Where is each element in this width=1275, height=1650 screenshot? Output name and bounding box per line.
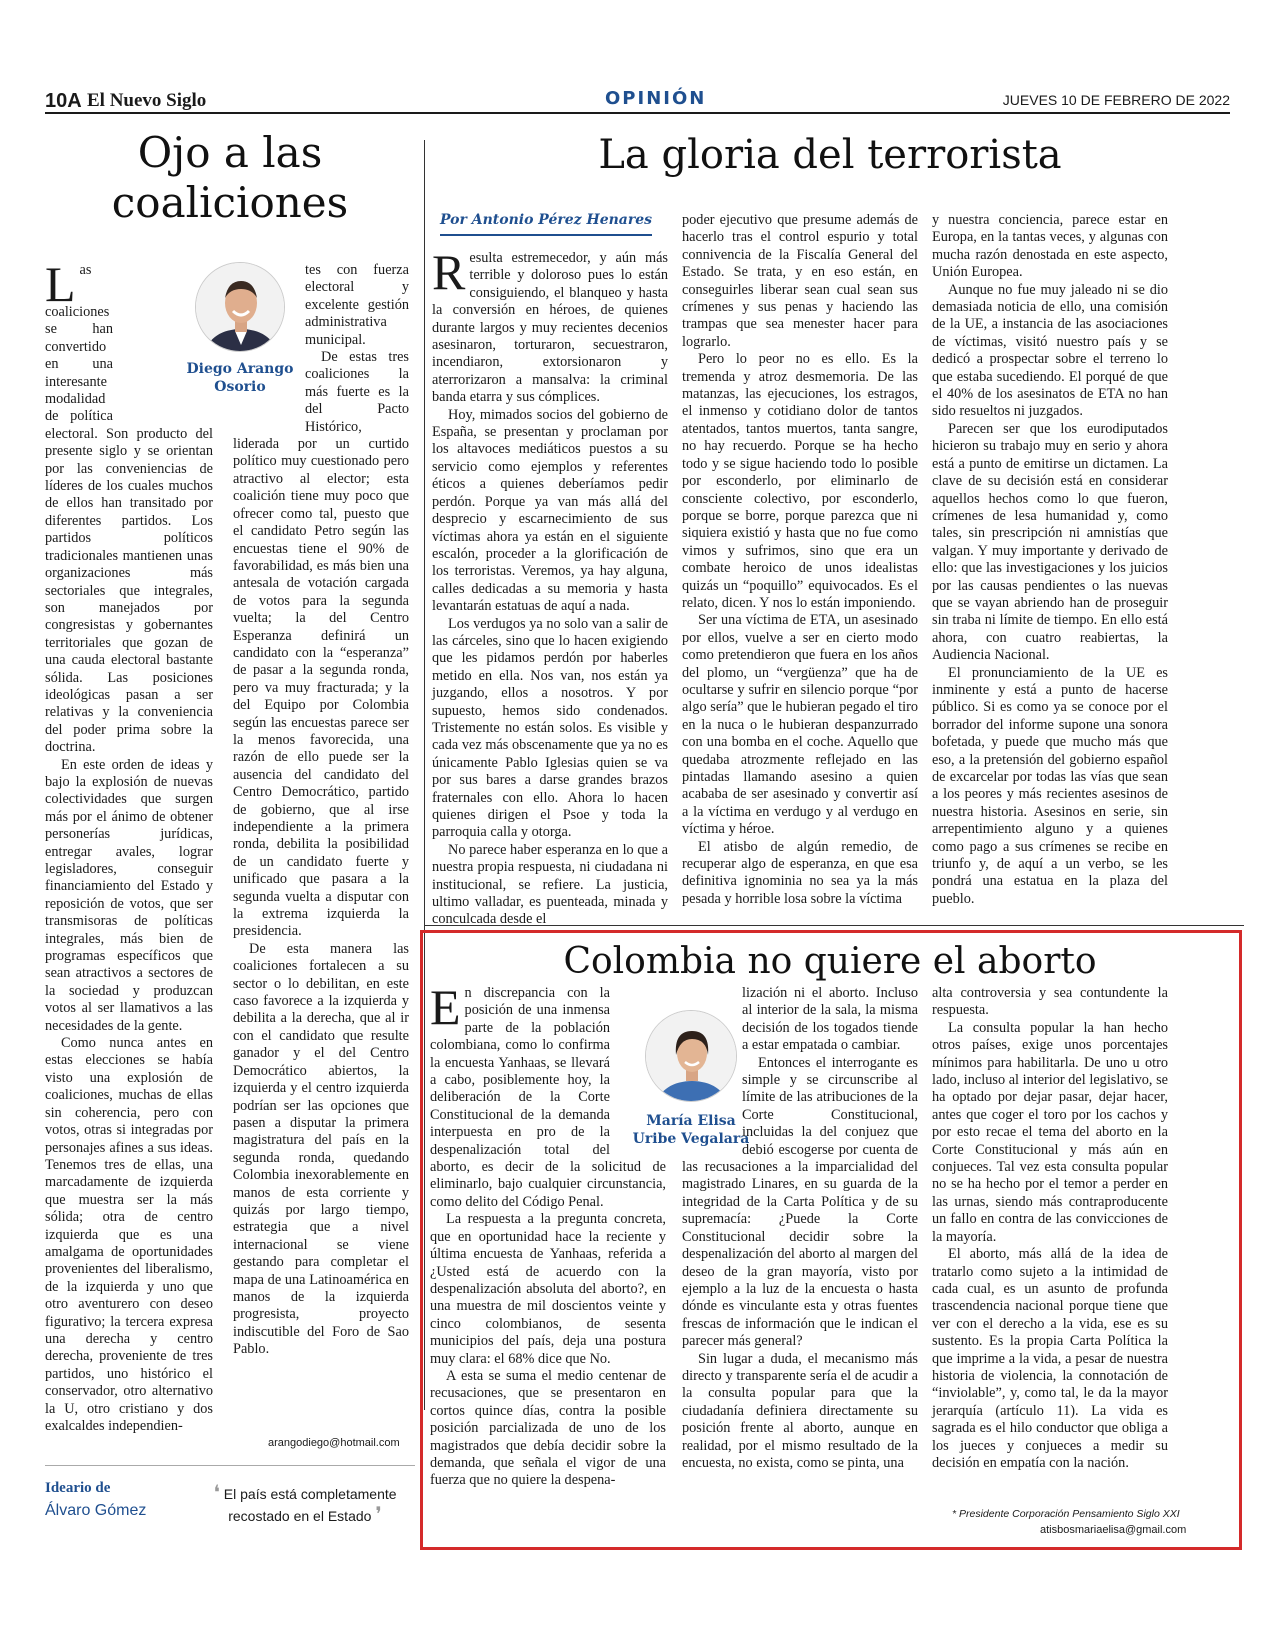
ideario-title: Ideario de [45,1480,111,1496]
masthead: El Nuevo Siglo [87,90,207,111]
paragraph: En discrepancia con la posición de una inmensa parte de la población colombiana, como lo confirma la encuesta Yanhaas, se llevará a cabo, posiblemente hoy, la deliberación de la Corte Constitucional de la demanda interpuesta en pro de la despenalización total del aborto, es decir de la solicitud de eliminarlo, bajo cualquier circunstancia, como delito del Código Penal. [430,979,666,1210]
close-quote-icon: ❜ [375,1502,382,1526]
paragraph: No parece haber esperanza en lo que a nuestra propia respuesta, ni ciudadana ni institucional, se refiere. La justicia, ultimo valladar, es puenteada, minada y conculcada desde el [432,841,668,928]
paragraph: tes con fuerza electoral y excelente gestión administrativa municipal. [305,262,409,348]
paragraph: El atisbo de algún remedio, de recuperar algo de esperanza, en que esa definitiva ignominia no sea ya la más pesada y horrible losa sobre la víctima [682,838,918,907]
article3-column-3 [932,985,1168,1472]
article3-email[interactable]: atisbosmariaelisa@gmail.com [1040,1524,1187,1536]
article1-column-1 [45,256,213,1435]
paragraph: De estas tres coaliciones la más fuerte es la del Pacto Histórico, liderada por un curtido político muy cuestionado pero atractivo al elector; esta coalición tiene muy poco que ofrecer como tal, puesto que el candidato Petro según las encuestas tiene el 90% de favorabilidad, es más bien una antesala de votación cargada de votos para la segunda vuelta; la del Centro Esperanza definirá un candidato con la “esperanza” de pasar a la segunda ronda, pero va muy fracturada; y la del Equipo por Colombia según las encuestas parece ser la menos favorecida, una razón de ello puede ser la ausencia del candidato del Centro Democrático, partido de gobierno, que al irse independiente a la primera ronda, debilita la posibilidad de un candidato fuerte y unificado que pasara a la segunda vuelta a disputar con la extrema izquierda la presidencia. [233,349,409,940]
paragraph: Como nunca antes en estas elecciones se había visto una explosión de coaliciones, muchas de ellas sin coherencia, pero con votos, otras si integradas por personajes afines a sus ideas. Tenemos tres de ellas, una marcadamente de izquierda que muestra ser la más sólida; otra de centro izquierda que es una amalgama de oportunidades provenientes del liberalismo, de la izquierda y uno que otro aventurero con deseo figurativo; la tercera expresa una derecha y centro derecha, proveniente de tres partidos, uno histórico el conservador, otro alternativo la U, otro cristiano y dos exalcaldes independien- [45,1035,213,1434]
article3-footnote: * Presidente Corporación Pensamiento Siglo XXI [952,1508,1180,1520]
paragraph: Las coaliciones se han convertido en una interesante modalidad de política electoral. Son producto del presente siglo y se orientan por las conveniencias de líderes de los cuales muchos de ellos han transitado por diferentes partidos. Los partidos políticos tradicionales mantienen unas organizaciones más sectoriales que integrales, son manejados por congresistas y gobernantes territoriales que gozan de una cauda electoral bastante sólida. Las posiciones ideológicas pasan a ser relativas y la conveniencia del poder prima sobre la doctrina. [45,256,213,756]
quote-text: El país está completamente recostado en el Estado [223,1486,397,1524]
article2-title: La gloria del terrorista [598,132,1062,178]
paragraph: A esta se suma el medio centenar de recusaciones, que se presentaron en cortos quince días, contra la posible posición parcializada de uno de los magistrados que debía decidir sobre la demanda, que señala el vigor de una fuerza que no quiere la despena- [430,1367,666,1489]
drop-cap: E [430,979,461,1035]
article1-author: Diego Arango Osorio [186,361,294,395]
paragraph: Sin lugar a duda, el mecanismo más directo y transparente sería el de acudir a la consulta popular para que la ciudadanía definiera directamente su posición frente al aborto, aunque en realidad, por el mismo resultado de la encuesta, no exista, como se pinta, una [682,1350,918,1471]
article3-author: María Elisa Uribe Vegalara [632,1113,750,1147]
open-quote-icon: ❛ [213,1480,220,1504]
article3-column-1 [430,979,666,1490]
paragraph: Pero lo peor no es ello. Es la tremenda y atroz desmemoria. De las matanzas, las ejecuciones, los estragos, el inmenso y cotidiano dolor de tantos atentados, tantos muertos, tanta sangre, no hay recuerdo. Porque se ha hecho todo y se sigue haciendo todo lo posible por esconderlo, por eliminarlo de consciente colectivo, por esconderlo, porque se borre, porque parezca que ni siquiera existió y hasta que no fue como vimos y sufrimos, sino que era un combate heroico de unos idealistas quizás un “poquillo” equivocados. Es el relato, dicen. Y nos lo están imponiendo. [682,351,918,611]
page-header [45,88,1230,114]
article2-column-2 [682,212,918,908]
section-title: OPINIÓN [605,88,707,109]
paragraph: Ser una víctima de ETA, un asesinado por ellos, vuelve a ser en cierto modo como pretendieron que fuera en los años del plomo, un “vergüenza” que ha de ocultarse y sufrir en silencio porque “por algo sería” que le hubieran pegado el tiro en la nuca o le hubieran despanzurrado con una bomba en el coche. Aquello que quedaba atrozmente reflejado en las pintadas llamando asesino a quien acababa de ser asesinado y convertir así a la víctima en verdugo y al verdugo en víctima y héroe. [682,612,918,838]
paragraph: Aunque no fue muy jaleado ni se dio demasiada noticia de ello, una comisión de la UE, a instancia de las asociaciones de víctimas, visitó nuestro país y se dedicó a prospectar sobre el terreno lo que estaba sucediendo. El porqué de que el 40% de los asesinatos de ETA no han sido resueltos ni juzgados. [932,281,1168,420]
paragraph: lización ni el aborto. Incluso al interior de la sala, la misma decisión de los togados tiende a estar empatada o cambiar. [742,985,918,1054]
paragraph: Resulta estremecedor, y aún más terrible y doloroso pues lo están consiguiendo, el blanqueo y hasta la conversión en héroes, de quienes durante largos y muy recientes decenios asesinaron, torturaron, secuestraron, incendiaron, extorsionaron y aterrorizaron a mansalva: la criminal banda etarra y sus cómplices. [432,244,668,406]
article1-title: Ojo a las coaliciones [111,128,349,227]
ideario-box [45,1465,415,1565]
paragraph: La consulta popular la han hecho otros países, exige unos porcentajes mínimos para habilitarla. De uno u otro lado, incluso al interior del legislativo, se ha optado por dejar pasar, dejar hacer, antes que coger el toro por los cachos y por esto recae el tema del aborto en la Corte Constitucional y más aún en conjueces. Tal vez esta consulta popular no se ha hecho por el temor a perder en las urnas, siendo más contraproducente un fallo en contra de las convicciones de la mayoría. [932,1019,1168,1245]
paragraph: La respuesta a la pregunta concreta, que en oportunidad hace la reciente y última encuesta de Yanhaas, referida a ¿Usted está de acuerdo con la despenalización absoluta del aborto?, en una muestra de mil doscientos veinte y cinco colombianos, de sesenta municipios del país, deja una postura muy clara: el 68% dice que No. [430,1211,666,1367]
paragraph: Entonces el interrogante es simple y se circunscribe al límite de las atribuciones de la Corte Constitucional, incluidas la del conjuez que debió escogerse por cuenta de las recusaciones a la imparcialidad del magistrado Linares, en su guarda de la integridad de la Carta Política y de su supremacía: ¿Puede la Corte Constitucional decidir sobre la despenalización del aborto al margen del deseo de la gran mayoría, visto por ejemplo a la luz de la encuesta o hasta dónde es vinculante esta y otras fuentes frescas de información que le indican el parecer más general? [682,1054,918,1350]
article1-email[interactable]: arangodiego@hotmail.com [268,1437,400,1449]
issue-date: JUEVES 10 DE FEBRERO DE 2022 [1002,92,1230,108]
paragraph: y nuestra conciencia, parece estar en Europa, en la tantas veces, y algunas con mucha razón denostada en este aspecto, Unión Europea. [932,212,1168,281]
drop-cap: R [432,244,466,300]
article3-title: Colombia no quiere el aborto [563,941,1097,982]
paragraph: El pronunciamiento de la UE es inminente y está a punto de hacerse público. Si es como ya se conoce por el borrador del informe supone una sonora bofetada, y puede que mucho más que eso, a la pretensión del gobierno español de excarcelar por todas las vías que sean a los peores y más recientes asesinos de nuestra historia. Asesinos en serie, sin arrepentimiento alguno y a quienes como pago a sus crímenes se recibe en triunfo y, de aquí a un verbo, se les pondrá una estatua en la plaza del pueblo. [932,664,1168,907]
article1-column-2 [233,262,409,1359]
article2-column-3 [932,212,1168,908]
ideario-quote [205,1482,405,1526]
paragraph: En este orden de ideas y bajo la explosión de nuevas colectividades que surgen más por el ánimo de obtener personerías jurídicas, entregar avales, lograr legisladores, conseguir financiamiento del Estado y reposición de votos, que ser transmisoras de políticas integrales, más bien de programas específicos que sean atractivos a sectores de la sociedad y produzcan votos al ser llamativos a las necesidades de la gente. [45,756,213,1034]
page-number: 10A [45,90,82,112]
drop-cap: L [45,256,76,312]
paragraph: Hoy, mimados socios del gobierno de España, se presentan y proclaman por los altavoces mediáticos puestos a su servicio como ejemplos y referentes éticos a quienes deberíamos pedir perdón. Porque ya van más allá del desprecio y escarnecimiento de sus víctimas ahora ya están en el siguiente escalón, proceder a la glorificación de los terroristas. Veremos, ya hay alguna, calles dedicadas a su memoria y hasta levantarán estatuas de aquí a nada. [432,406,668,615]
paragraph: Los verdugos ya no solo van a salir de las cárceles, sino que lo hacen exigiendo que les pidamos perdón por haberles metido en ella. Nos van, nos están ya juzgando, ellos a nosotros. Y por supuesto, hemos sido condenados. Tristemente no están solos. Es visible y cada vez más obscenamente que ya no es únicamente Pablo Iglesias quien se va por sus bares a darse grandes brazos fraternales con ello. Ahora lo hacen quienes dirigen el Psoe y toda la parroquia calla y otorga. [432,615,668,841]
ideario-name: Álvaro Gómez [45,1502,147,1519]
paragraph: El aborto, más allá de la idea de tratarlo como sujeto a la intimidad de cada cual, es un asunto de profunda trascendencia nacional porque tiene que ver con el derecho a la vida, ese es su sustento. Es la propia Carta Política la que imprime a la vida, a pesar de nuestra historia de violencia, la connotación de “inviolable”, y, como tal, le da la mayor jerarquía (artículo 11). La vida es sagrada es el hilo conductor que obliga a los jueces y conjueces a medir su decisión en empatía con la nación. [932,1246,1168,1471]
article2-author: Por Antonio Pérez Henares [440,212,652,236]
paragraph: alta controversia y sea contundente la respuesta. [932,985,1168,1019]
article2-column-1 [432,244,668,929]
paragraph: poder ejecutivo que presume además de hacerlo tras el control espurio y total connivencia de la Fiscalía General del Estado. Se trata, y en eso están, en conseguirles liberar sean cual sean sus crímenes y sus penas y haciendo las trampas que sea menester hacer para lograrlo. [682,212,918,350]
paragraph: Parecen ser que los eurodiputados hicieron su trabajo muy en serio y ahora está a punto de emitirse un dictamen. La clave de su decisión está en considerar aquellos hechos como lo que fueron, crímenes de lesa humanidad y, como tales, sin prescripción ni amnistías que valgan. Y muy importante y derivado de ello: que las investigaciones y los juicios por las causas pendientes o las nuevas que se vayan abriendo han de proseguir sin traba ni límite de tiempo. En ello está ahora, con cuatro reabiertas, la Audiencia Nacional. [932,420,1168,664]
article3-column-2 [682,985,918,1472]
paragraph: De esta manera las coaliciones fortalecen a su sector o lo debilitan, en este caso favorece a la izquierda y debilita a la derecha, que al ir con el candidato que resulte ganador y el del Centro Democrático abiertos, la izquierda y el centro izquierda podrían ser las opciones que pasen a disputar la primera magistratura del país en la segunda ronda, quedando Colombia inexorablemente en manos de esta corriente y quizás por largo tiempo, estrategia que a nivel internacional se viene gestando para completar el mapa de una Latinoamérica en manos de la izquierda progresista, proyecto indiscutible del Foro de Sao Pablo. [233,940,409,1358]
